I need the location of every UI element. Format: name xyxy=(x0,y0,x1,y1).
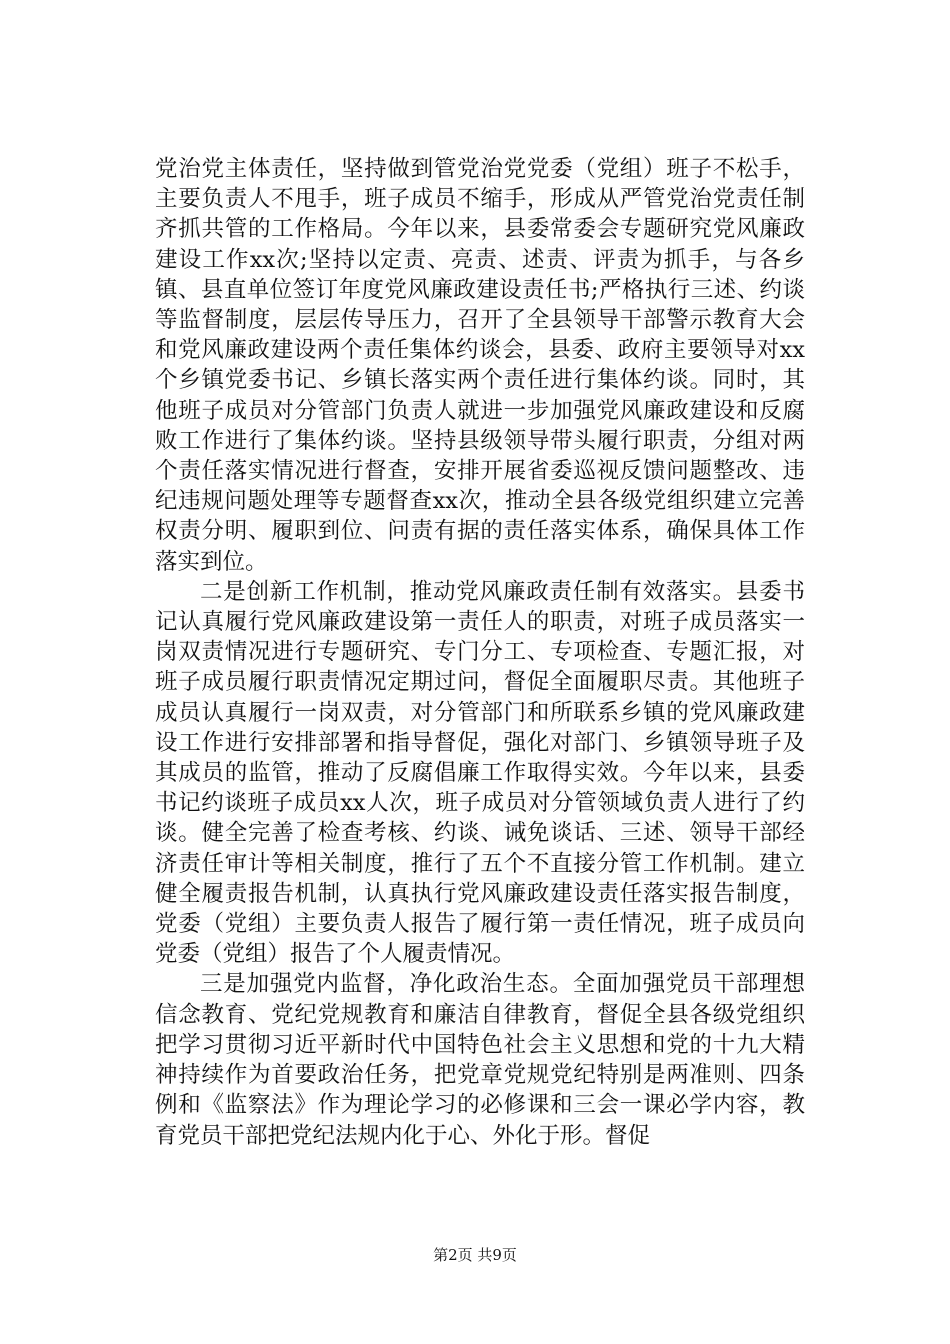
page-number-footer: 第2页 共9页 xyxy=(433,1246,517,1264)
document-body xyxy=(155,154,805,1151)
paragraph-internal-supervision: 三是加强党内监督，净化政治生态。全面加强党员干部理想信念教育、党纪党规教育和廉洁自律教育，督促全县各级党组织把学习贯彻习近平新时代中国特色社会主义思想和党的十九大精神持续作为首要政治任务，把党章党规党纪特别是两准则、四条例和《监察法》作为理论学习的必修课和三会一课必学内容，教育党员干部把党纪法规内化于心、外化于形。督促 xyxy=(155,971,805,1149)
paragraph-innovation-mechanism: 二是创新工作机制，推动党风廉政责任制有效落实。县委书记认真履行党风廉政建设第一责任人的职责，对班子成员落实一岗双责情况进行专题研究、专门分工、专项检查、专题汇报，对班子成员履行职责情况定期过问，督促全面履职尽责。其他班子成员认真履行一岗双责，对分管部门和所联系乡镇的党风廉政建设工作进行安排部署和指导督促，强化对部门、乡镇领导班子及其成员的监管，推动了反腐倡廉工作取得实效。今年以来，县委书记约谈班子成员xx人次，班子成员对分管领域负责人进行了约谈。健全完善了检查考核、约谈、诫免谈话、三述、领导干部经济责任审计等相关制度，推行了五个不直接分管工作机制。建立健全履责报告机制，认真执行党风廉政建设责任落实报告制度，党委（党组）主要负责人报告了履行第一责任情况，班子成员向党委（党组）报告了个人履责情况。 xyxy=(155,578,805,968)
paragraph-continued: 党治党主体责任，坚持做到管党治党党委（党组）班子不松手，主要负责人不甩手，班子成员不缩手，形成从严管党治党责任制齐抓共管的工作格局。今年以来，县委常委会专题研究党风廉政建设工作xx次;坚持以定责、亮责、述责、评责为抓手，与各乡镇、县直单位签订年度党风廉政建设责任书;严格执行三述、约谈等监督制度，层层传导压力，召开了全县领导干部警示教育大会和党风廉政建设两个责任集体约谈会，县委、政府主要领导对xx个乡镇党委书记、乡镇长落实两个责任进行集体约谈。同时，其他班子成员对分管部门负责人就进一步加强党风廉政建设和反腐败工作进行了集体约谈。坚持县级领导带头履行职责，分组对两个责任落实情况进行督查，安排开展省委巡视反馈问题整改、违纪违规问题处理等专题督查xx次，推动全县各级党组织建立完善权责分明、履职到位、问责有据的责任落实体系，确保具体工作落实到位。 xyxy=(155,156,805,575)
